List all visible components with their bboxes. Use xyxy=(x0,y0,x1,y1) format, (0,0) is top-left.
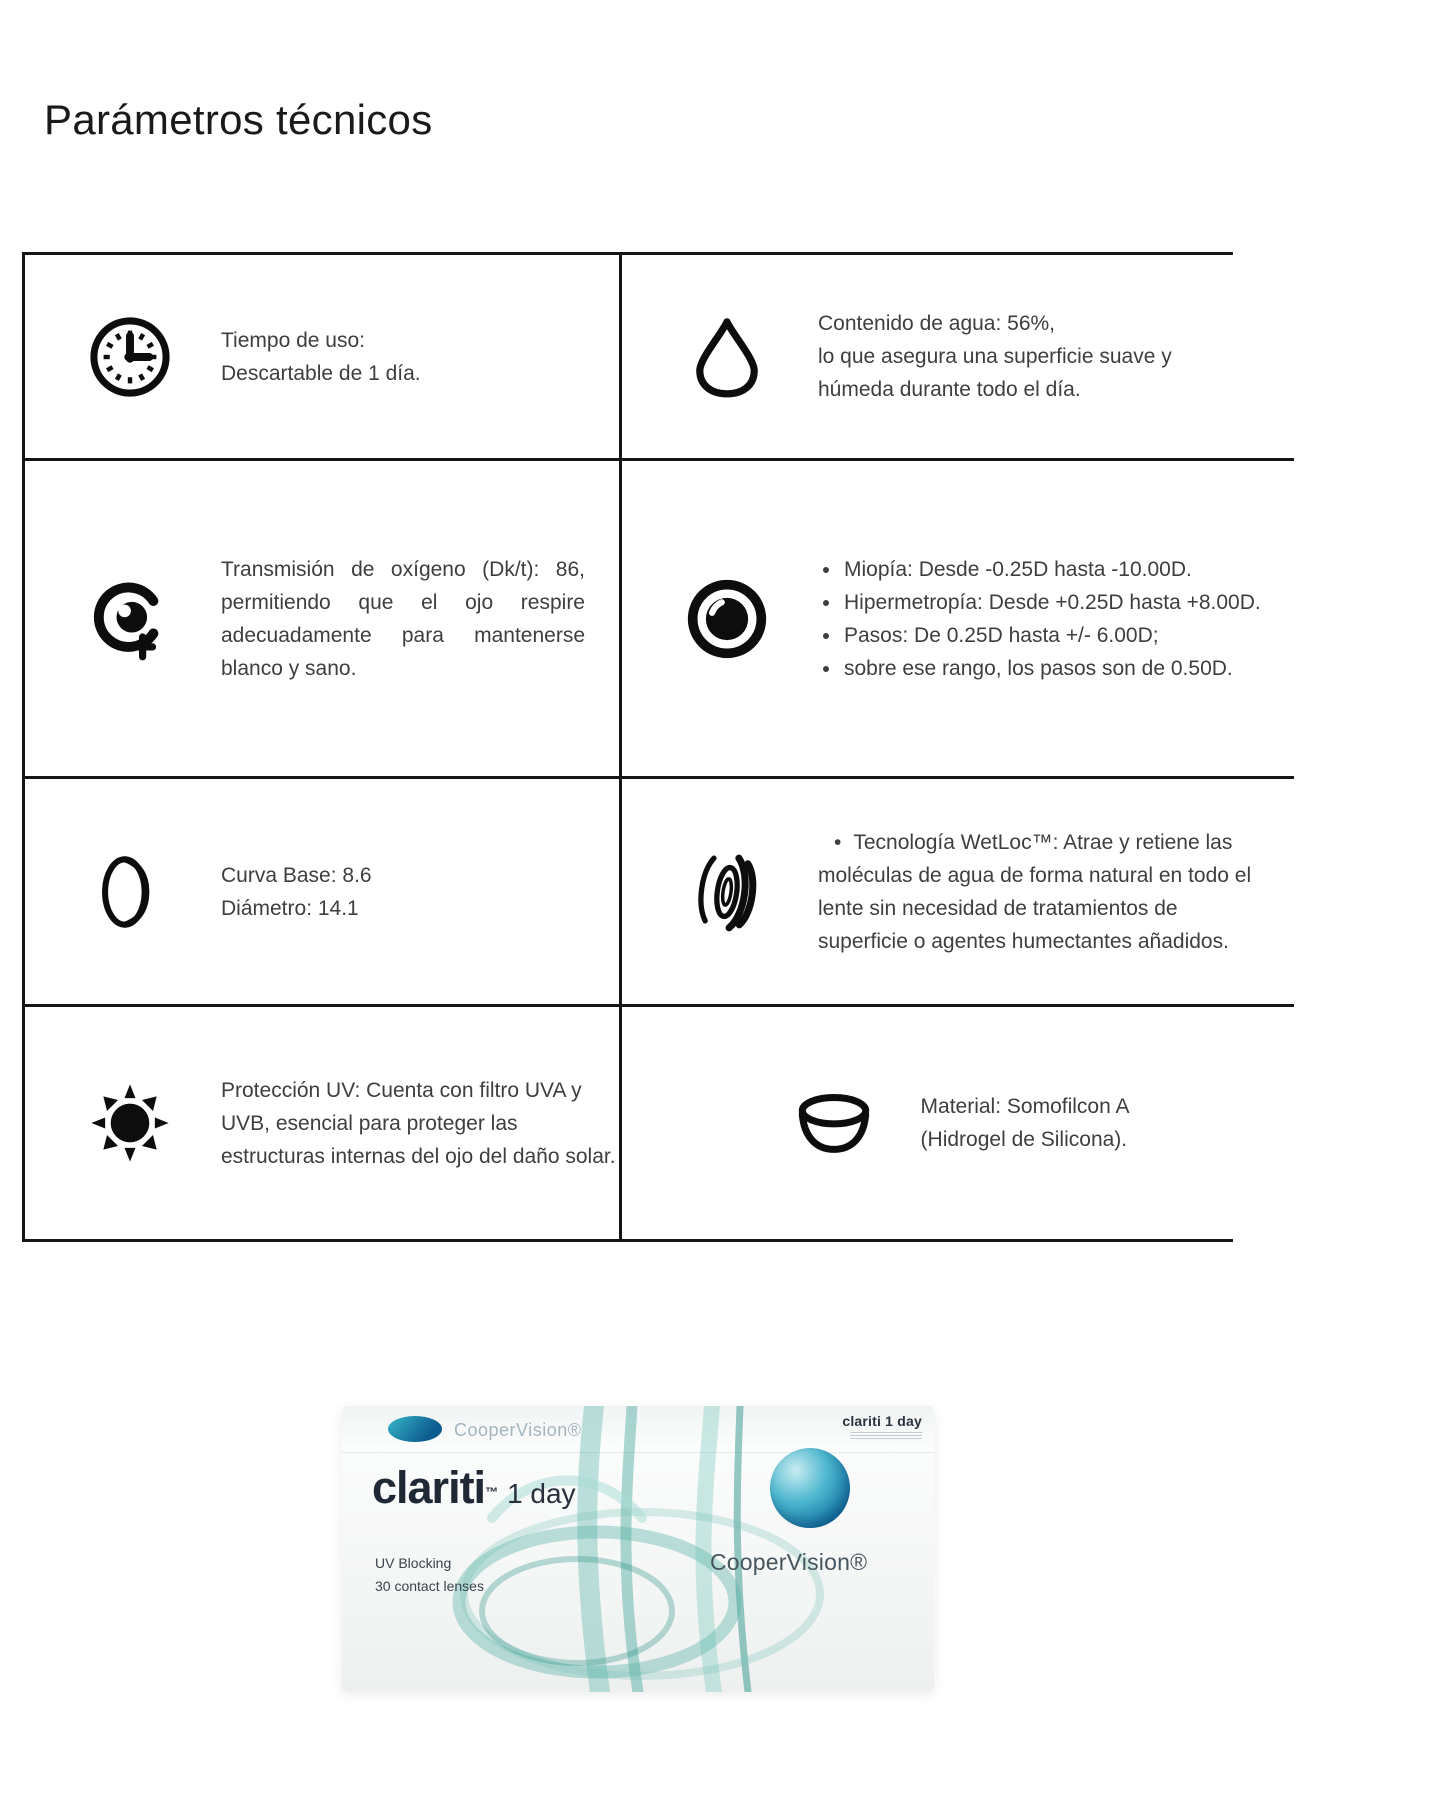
oxygen-paragraph: Transmisión de oxígeno (Dk/t): 86, permitiendo que el ojo respire adecuadamente para mantenerse blanco y sano. xyxy=(221,557,585,680)
material-text xyxy=(921,1090,1130,1156)
power-ranges-text xyxy=(818,553,1294,685)
wetloc-paragraph xyxy=(818,826,1260,958)
cell-water-content xyxy=(622,255,1294,461)
sun-icon xyxy=(83,1076,177,1170)
coopervision-globe-logo xyxy=(770,1448,850,1528)
water-content-text xyxy=(818,307,1172,406)
box-side-print-label: clariti 1 day xyxy=(842,1413,922,1429)
diameter-line: Diámetro: 14.1 xyxy=(221,896,359,920)
lens-layers-icon xyxy=(680,845,774,939)
base-curve-line: Curva Base: 8.6 xyxy=(221,863,372,887)
power-range-item: • Pasos: De 0.25D hasta +/- 6.00D; xyxy=(842,619,1294,652)
eye-oxygen-icon xyxy=(83,572,177,666)
cell-uv-protection xyxy=(25,1007,622,1239)
oxygen-text xyxy=(221,553,585,685)
box-side-print-fineprint xyxy=(850,1432,922,1441)
material-line-1: Material: Somofilcon A xyxy=(920,1095,1130,1118)
power-ranges-list xyxy=(818,553,1294,685)
water-line-2: lo que asegura una superficie suave y xyxy=(818,345,1172,368)
product-box-image xyxy=(342,1406,934,1692)
trademark-symbol: ™ xyxy=(485,1484,499,1500)
lens-pupil-icon xyxy=(680,572,774,666)
base-curve-text xyxy=(221,859,372,925)
power-range-item: • Hipermetropía: Desde +0.25D hasta +8.00D. xyxy=(842,586,1294,619)
feature-lens-count: 30 contact lenses xyxy=(375,1578,484,1594)
product-name-variant: 1 day xyxy=(507,1478,576,1509)
cell-wetloc-technology xyxy=(622,779,1294,1007)
box-side-print xyxy=(842,1413,922,1441)
water-line-3: húmeda durante todo el día. xyxy=(818,378,1081,401)
technical-parameters-table xyxy=(22,252,1261,1242)
product-name xyxy=(372,1462,576,1514)
cell-oxygen-transmission xyxy=(25,461,622,779)
material-line-2: (Hidrogel de Silicona). xyxy=(920,1128,1128,1151)
wetloc-text xyxy=(818,826,1260,958)
lens-bowl-icon xyxy=(787,1076,881,1170)
cell-power-ranges xyxy=(622,461,1294,779)
uv-protection-text xyxy=(221,1074,619,1173)
power-range-item: • sobre ese rango, los pasos son de 0.50D. xyxy=(842,652,1294,685)
feature-uv-blocking: UV Blocking xyxy=(375,1555,452,1571)
box-features xyxy=(375,1552,484,1598)
box-brand-right: CooperVision® xyxy=(710,1549,868,1575)
cell-base-curve xyxy=(25,779,622,1007)
water-line-1: Contenido de agua: 56%, xyxy=(818,312,1056,335)
bullet-marker: • xyxy=(834,830,842,854)
cell-wear-time xyxy=(25,255,622,461)
water-drop-icon xyxy=(680,310,774,404)
box-brand-top: CooperVision® xyxy=(454,1420,582,1440)
product-name-clariti: clariti xyxy=(372,1462,486,1513)
uv-paragraph: Protección UV: Cuenta con filtro UVA y UVB, esencial para proteger las estructuras internas del ojo del daño solar. xyxy=(221,1078,616,1168)
wear-time-line-2: Descartable de 1 día. xyxy=(221,361,421,385)
wetloc-body: Tecnología WetLoc™: Atrae y retiene las moléculas de agua de forma natural en todo el lente sin necesidad de tratamientos de superficie o agentes humectantes añadidos. xyxy=(818,830,1252,953)
cell-material xyxy=(622,1007,1294,1239)
coopervision-oval-logo xyxy=(388,1416,442,1442)
page-title: Parámetros técnicos xyxy=(44,96,433,143)
wear-time-text xyxy=(221,324,421,390)
wear-time-line-1: Tiempo de uso: xyxy=(221,328,365,352)
lens-profile-icon xyxy=(83,845,177,939)
clock-icon xyxy=(83,310,177,404)
power-range-item: • Miopía: Desde -0.25D hasta -10.00D. xyxy=(842,553,1294,586)
